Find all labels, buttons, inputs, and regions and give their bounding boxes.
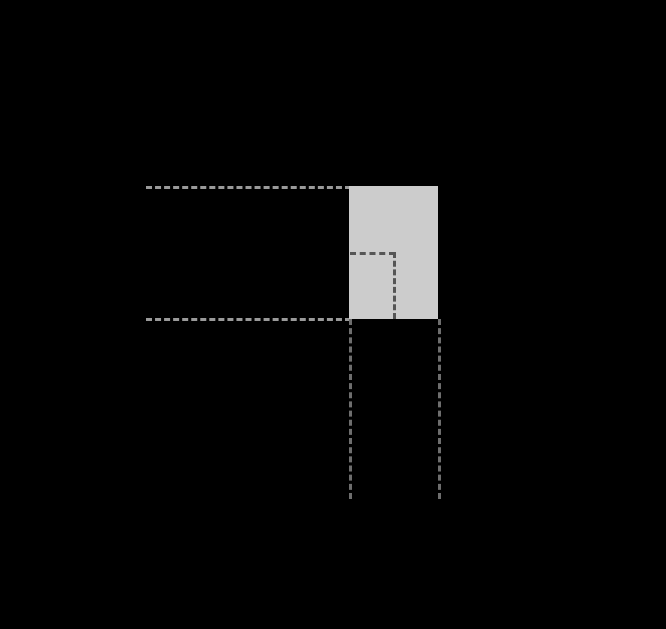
guide-top (146, 186, 351, 189)
guide-left-vertical (349, 319, 352, 499)
guide-right-vertical (438, 319, 441, 499)
inner-guide-vertical (393, 252, 396, 319)
guide-bottom (146, 318, 351, 321)
inner-guide-horizontal (350, 252, 395, 255)
